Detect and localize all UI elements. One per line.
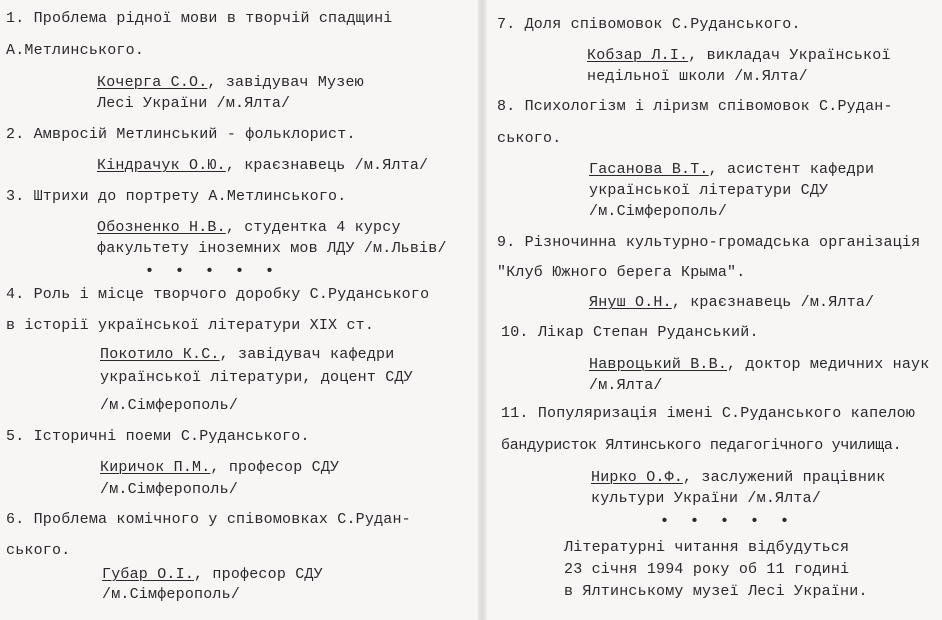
item-title-line: Проблема комічного у співомовках С.Рудан- bbox=[33, 511, 411, 528]
speaker-role-line: культури України /м.Ялта/ bbox=[591, 490, 822, 507]
item-title-line: Роль і місце творчого доробку С.Руданського bbox=[33, 286, 430, 303]
item-number: 6. bbox=[6, 511, 25, 528]
item-number: 2. bbox=[6, 126, 25, 143]
item-6-title-cont: ського. bbox=[6, 542, 71, 559]
item-1-title-cont: А.Метлинського. bbox=[6, 42, 145, 59]
speaker-role-line: української літератури СДУ bbox=[589, 182, 829, 199]
item-7-speaker bbox=[587, 47, 891, 64]
speaker-role-line: /м.Сімферополь/ bbox=[589, 203, 728, 220]
speaker-role-line: /м.Сімферополь/ bbox=[100, 397, 239, 414]
item-title-line: Штрихи до портрету А.Метлинського. bbox=[33, 188, 347, 205]
item-8-title-cont: ського. bbox=[497, 130, 562, 147]
item-10-speaker bbox=[589, 356, 929, 373]
speaker-name: Обозненко Н.В. bbox=[97, 219, 226, 236]
item-5-speaker bbox=[100, 459, 339, 476]
item-2-title bbox=[6, 126, 356, 143]
speaker-name: Кочерга С.О. bbox=[97, 74, 208, 91]
item-4-speaker bbox=[100, 346, 394, 363]
item-1-speaker bbox=[97, 74, 364, 91]
speaker-role: , завідувач Музею bbox=[207, 74, 364, 91]
item-8-title bbox=[497, 98, 893, 115]
speaker-role: , заслужений працівник bbox=[683, 469, 886, 486]
speaker-name: Гасанова В.Т. bbox=[589, 161, 709, 178]
speaker-name: Кіндрачук О.Ю. bbox=[97, 157, 226, 174]
item-1-title bbox=[6, 10, 392, 27]
item-10-title bbox=[501, 324, 759, 341]
item-title-line: Доля співомовок С.Руданського. bbox=[524, 16, 801, 33]
item-number: 9. bbox=[497, 234, 516, 251]
item-4-title bbox=[6, 286, 429, 303]
speaker-name: Януш О.Н. bbox=[589, 294, 672, 311]
item-6-speaker bbox=[102, 566, 323, 583]
item-3-speaker bbox=[97, 219, 401, 236]
item-title-line: Амвросій Метлинський - фольклорист. bbox=[33, 126, 356, 143]
speaker-role: , викладач Української bbox=[688, 47, 891, 64]
item-9-title-cont: "Клуб Южного берега Крыма". bbox=[497, 264, 746, 281]
item-number: 8. bbox=[497, 98, 516, 115]
speaker-role-line: /м.Сімферополь/ bbox=[100, 481, 239, 498]
item-11-title-cont: бандуристок Ялтинського педагогічного училища. bbox=[501, 437, 902, 454]
item-number: 10. bbox=[501, 324, 529, 341]
item-9-title bbox=[497, 234, 920, 251]
item-title-line: Різночинна культурно-громадська організація bbox=[524, 234, 921, 251]
speaker-role: , краєзнавець /м.Ялта/ bbox=[671, 294, 875, 311]
speaker-role: , професор СДУ bbox=[194, 566, 323, 583]
item-number: 7. bbox=[497, 16, 516, 33]
item-11-speaker bbox=[591, 469, 885, 486]
speaker-role: , доктор медичних наук bbox=[727, 356, 930, 373]
closing-line: Літературні читання відбудуться bbox=[564, 539, 850, 556]
item-7-title bbox=[497, 16, 801, 33]
speaker-role: , завідувач кафедри bbox=[219, 346, 395, 363]
item-4-title-cont: в історії української літератури XIX ст. bbox=[6, 317, 375, 334]
item-title-line: Популяризація імені С.Руданського капелою bbox=[537, 405, 916, 422]
speaker-role: , професор СДУ bbox=[210, 459, 340, 476]
item-3-title bbox=[6, 188, 346, 205]
item-title-line: Проблема рідної мови в творчій спадщині bbox=[33, 10, 393, 27]
item-11-title bbox=[501, 405, 915, 422]
speaker-name: Навроцький В.В. bbox=[589, 356, 728, 373]
item-title-line: Лікар Степан Руданський. bbox=[537, 324, 759, 341]
speaker-role-line: української літератури, доцент СДУ bbox=[100, 369, 413, 386]
speaker-role-line: недільної школи /м.Ялта/ bbox=[587, 68, 808, 85]
item-title-line: Історичні поеми С.Руданського. bbox=[33, 428, 310, 445]
speaker-role: , асистент кафедри bbox=[708, 161, 875, 178]
speaker-role-line: /м.Сімферополь/ bbox=[102, 586, 241, 603]
speaker-role: , студентка 4 курсу bbox=[225, 219, 401, 236]
speaker-name: Покотило К.С. bbox=[100, 346, 220, 363]
speaker-name: Губар О.І. bbox=[102, 566, 195, 583]
speaker-role: , краєзнавець /м.Ялта/ bbox=[225, 157, 429, 174]
item-title-line: Психологізм і ліризм співомовок С.Рудан- bbox=[524, 98, 893, 115]
speaker-name: Нирко О.Ф. bbox=[591, 469, 684, 486]
speaker-role-line: /м.Ялта/ bbox=[589, 377, 663, 394]
speaker-name: Кобзар Л.І. bbox=[587, 47, 689, 64]
item-5-title bbox=[6, 428, 310, 445]
item-number: 1. bbox=[6, 10, 25, 27]
item-2-speaker bbox=[97, 157, 428, 174]
right-page bbox=[487, 0, 942, 620]
separator-dots: • • • • • bbox=[660, 513, 796, 530]
separator-dots: • • • • • bbox=[145, 263, 281, 280]
page-fold bbox=[478, 0, 487, 620]
item-number: 3. bbox=[6, 188, 25, 205]
speaker-role-line: Лесі України /м.Ялта/ bbox=[97, 95, 291, 112]
item-8-speaker bbox=[589, 161, 874, 178]
speaker-name: Киричок П.М. bbox=[100, 459, 211, 476]
item-9-speaker bbox=[589, 294, 874, 311]
item-6-title bbox=[6, 511, 411, 528]
item-number: 11. bbox=[501, 405, 529, 422]
item-number: 5. bbox=[6, 428, 25, 445]
closing-line: в Ялтинському музеї Лесі України. bbox=[564, 583, 868, 600]
item-number: 4. bbox=[6, 286, 25, 303]
speaker-role-line: факультету іноземних мов ЛДУ /м.Львів/ bbox=[97, 240, 447, 257]
closing-line: 23 січня 1994 року об 11 годині bbox=[564, 561, 850, 578]
